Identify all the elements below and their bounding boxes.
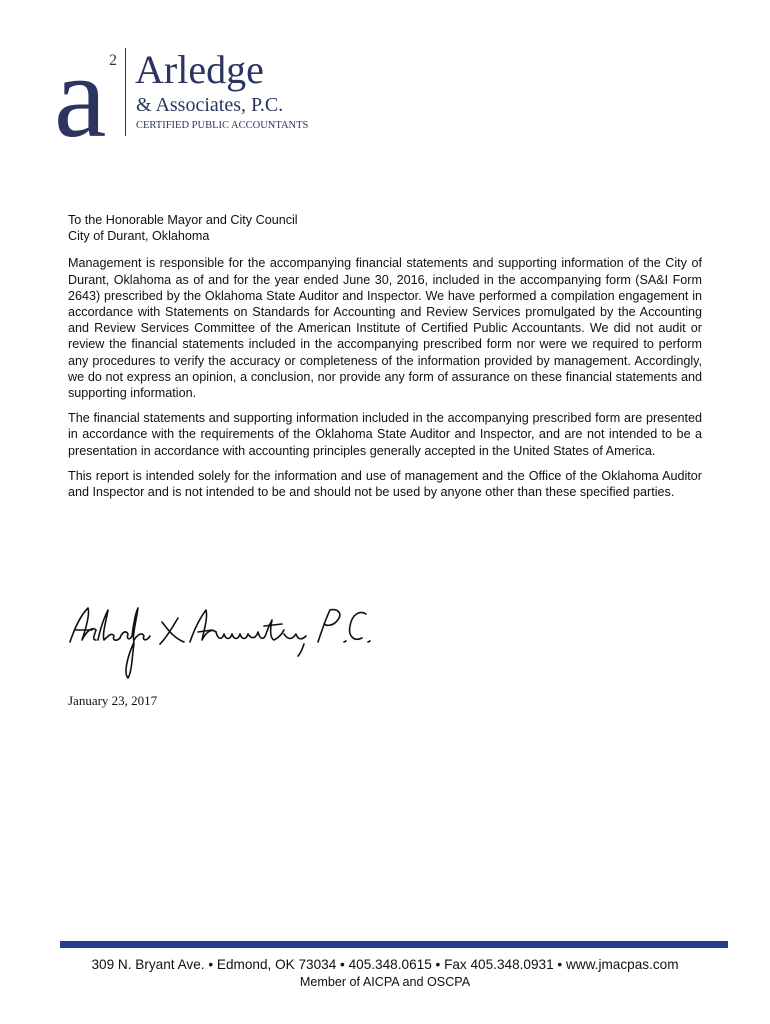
logo-superscript: 2 bbox=[109, 52, 117, 69]
logo-divider bbox=[125, 48, 126, 136]
signature-image bbox=[66, 600, 376, 680]
letter-date: January 23, 2017 bbox=[68, 693, 158, 708]
firm-logo bbox=[54, 31, 314, 162]
footer-membership: Member of AICPA and OSCPA bbox=[299, 975, 471, 989]
addressee-block bbox=[68, 212, 702, 244]
footer-address: 309 N. Bryant Ave. • Edmond, OK 73034 • 405.348.0615 • Fax 405.348.0931 • www.jmacpas.com bbox=[91, 957, 679, 972]
addressee-line-1: To the Honorable Mayor and City Council bbox=[68, 213, 298, 227]
addressee-line-2: City of Durant, Oklahoma bbox=[68, 229, 210, 244]
body-paragraph-1: Management is responsible for the accompanying financial statements and supporting information of the City of Durant, Oklahoma as of and for the year ended June 30, 2016, included in the accompanying form (SA&I Form 2643) prescribed by the Oklahoma State Auditor and Inspector. We have performed a compilation engagement in accordance with Statements on Standards for Accounting and Review Services promulgated by the Accounting and Review Services Committee of the American Institute of Certified Public Accountants. We did not audit or review the financial statements included in the accompanying prescribed form nor were we required to perform any procedures to verify the accuracy or completeness of the information provided by management. Accordingly, we do not express an opinion, a conclusion, nor provide any form of assurance on these financial statements and supporting information. bbox=[68, 256, 702, 401]
body-paragraph-3: This report is intended solely for the information and use of management and the Office of the Oklahoma Auditor and Inspector and is not intended to be and should not be used by anyone other than these specified parties. bbox=[68, 468, 702, 500]
logo-letter: a bbox=[54, 31, 107, 162]
logo-firm-name: Arledge bbox=[135, 47, 264, 92]
body-paragraph-2: The financial statements and supporting information included in the accompanying prescribed form are presented in accordance with the requirements of the Oklahoma State Auditor and Inspector, and are not intended to be a presentation in accordance with accounting principles generally accepted in the United States of America. bbox=[68, 411, 702, 458]
logo-firm-tagline: CERTIFIED PUBLIC ACCOUNTANTS bbox=[136, 120, 309, 131]
letter-body bbox=[68, 212, 702, 509]
footer-divider bbox=[60, 941, 728, 948]
logo-firm-suffix: & Associates, P.C. bbox=[136, 94, 284, 116]
handwritten-signature bbox=[66, 600, 376, 680]
